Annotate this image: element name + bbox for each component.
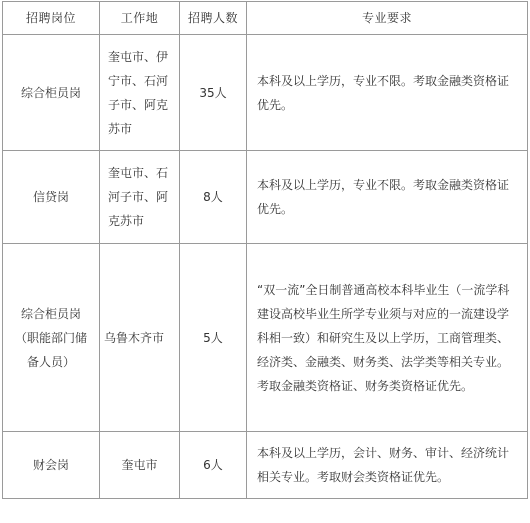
location-cell xyxy=(100,432,180,499)
header-location: 工作地 xyxy=(100,2,180,35)
location-cell xyxy=(100,151,180,244)
count-cell xyxy=(180,244,247,432)
count-text: 6人 xyxy=(203,458,223,472)
location-text: 奎屯市、伊宁市、石河子市、阿克苏市 xyxy=(108,49,169,136)
requirement-cell xyxy=(247,432,528,499)
count-cell xyxy=(180,35,247,151)
requirement-text: 本科及以上学历，会计、财务、审计、经济统计相关专业。考取财会类资格证优先。 xyxy=(257,446,510,484)
position-text: 财会岗 xyxy=(32,458,69,472)
table-row xyxy=(3,35,528,151)
count-text: 5人 xyxy=(203,330,223,345)
requirement-text: “双一流”全日制普通高校本科毕业生（一流学科建设高校毕业生所学专业须与对应的一流建设学科相一致）和研究生及以上学历，工商管理类、经济类、金融类、财务类、法学类等相关专业。考取金融类资格证、财务类资格证优先。 xyxy=(257,282,510,393)
recruitment-table xyxy=(2,1,528,499)
position-cell xyxy=(3,151,100,244)
position-cell xyxy=(3,432,100,499)
count-text: 35人 xyxy=(199,85,227,100)
count-cell xyxy=(180,432,247,499)
requirement-cell xyxy=(247,244,528,432)
location-cell xyxy=(100,244,180,432)
position-text: 综合柜员岗 xyxy=(20,85,81,100)
location-text: 乌鲁木齐市 xyxy=(104,330,165,345)
count-text: 8人 xyxy=(203,190,223,204)
position-text: 综合柜员岗（职能部门储备人员） xyxy=(14,306,87,369)
table-row xyxy=(3,432,528,499)
table-row xyxy=(3,244,528,432)
requirement-text: 本科及以上学历，专业不限。考取金融类资格证优先。 xyxy=(257,178,510,216)
requirement-text: 本科及以上学历，专业不限。考取金融类资格证优先。 xyxy=(257,73,510,112)
header-requirement: 专业要求 xyxy=(247,2,528,35)
location-cell xyxy=(100,35,180,151)
requirement-cell xyxy=(247,151,528,244)
location-text: 奎屯市、石河子市、阿克苏市 xyxy=(108,166,169,228)
location-text: 奎屯市 xyxy=(121,458,158,472)
header-count: 招聘人数 xyxy=(180,2,247,35)
position-cell xyxy=(3,35,100,151)
table-row xyxy=(3,151,528,244)
table-header-row xyxy=(3,2,528,35)
requirement-cell xyxy=(247,35,528,151)
header-position: 招聘岗位 xyxy=(3,2,100,35)
position-cell xyxy=(3,244,100,432)
position-text: 信贷岗 xyxy=(32,190,69,204)
count-cell xyxy=(180,151,247,244)
